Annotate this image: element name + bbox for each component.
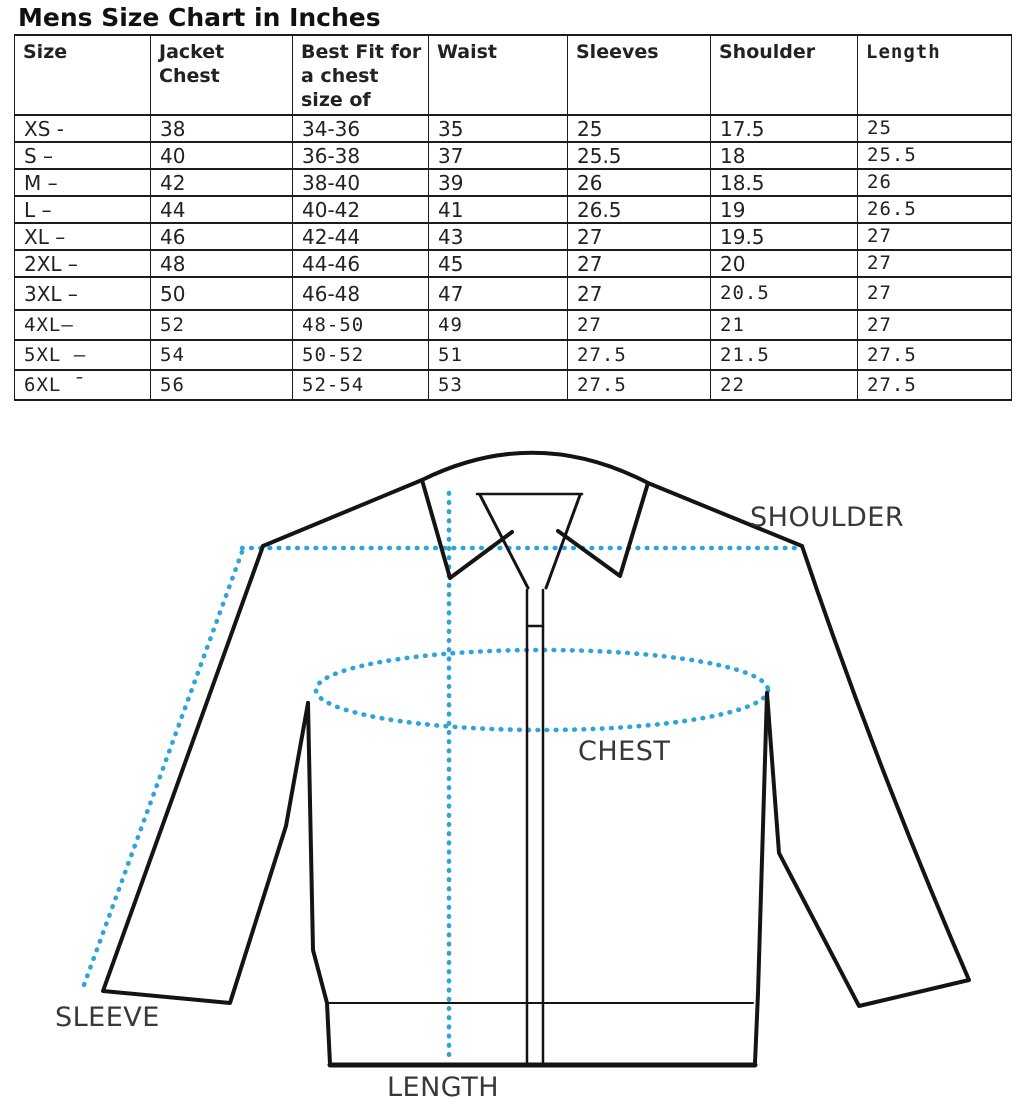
table-row [15,277,1012,310]
table-row [15,142,1012,169]
table-cell: 26 [568,169,711,196]
table-row [15,370,1012,400]
table-cell: 25.5 [568,142,711,169]
table-row [15,169,1012,196]
chest-label: CHEST [578,736,671,767]
table-cell: 56 [151,370,293,400]
table-cell: 53 [429,370,568,400]
length-label: LENGTH [387,1072,500,1103]
table-cell: 27 [568,223,711,250]
table-cell: 6XL ¯ [15,370,151,400]
table-cell: 50 [151,277,293,310]
table-cell: 36-38 [293,142,429,169]
table-cell: 21.5 [711,340,858,370]
table-cell: 52 [151,310,293,340]
table-cell: 40 [151,142,293,169]
table-cell: 3XL – [15,277,151,310]
table-cell: 27.5 [568,370,711,400]
table-cell: 45 [429,250,568,277]
table-cell: 48 [151,250,293,277]
table-cell: 22 [711,370,858,400]
table-cell: 20.5 [711,277,858,310]
shoulder-label: SHOULDER [750,502,905,533]
table-cell: 39 [429,169,568,196]
table-cell: 42 [151,169,293,196]
size-chart-body [15,115,1012,400]
table-cell: L – [15,196,151,223]
table-cell: 27 [858,310,1012,340]
table-cell: 26 [858,169,1012,196]
table-cell: 46-48 [293,277,429,310]
table-row [15,250,1012,277]
sleeve-measure-line [84,552,242,985]
size-chart-table [14,34,1012,401]
table-cell: 27 [568,277,711,310]
table-cell: 27 [568,310,711,340]
table-cell: 42-44 [293,223,429,250]
table-cell: 27 [858,223,1012,250]
table-row [15,196,1012,223]
table-cell: M – [15,169,151,196]
table-cell: 37 [429,142,568,169]
column-header: Shoulder [711,35,858,115]
table-cell: 26.5 [568,196,711,223]
table-cell: 51 [429,340,568,370]
table-cell: 2XL – [15,250,151,277]
table-cell: 25 [858,115,1012,142]
jacket-measurement-diagram [0,433,1024,1120]
table-cell: S – [15,142,151,169]
right-sleeve [767,546,969,1006]
column-header: Size [15,35,151,115]
left-body-edge [308,703,330,1064]
table-cell: 27.5 [568,340,711,370]
table-cell: 20 [711,250,858,277]
right-body-edge [755,693,767,1063]
table-cell: 18.5 [711,169,858,196]
table-cell: 54 [151,340,293,370]
column-header: Best Fit for a chest size of [293,35,429,115]
table-cell: 48-50 [293,310,429,340]
table-cell: 4XL– [15,310,151,340]
table-cell: 38-40 [293,169,429,196]
jacket-outline [103,453,969,1065]
table-cell: 27.5 [858,370,1012,400]
table-cell: 40-42 [293,196,429,223]
table-cell: 19 [711,196,858,223]
table-cell: 25 [568,115,711,142]
table-cell: 50-52 [293,340,429,370]
table-cell: 34-36 [293,115,429,142]
table-cell: 27.5 [858,340,1012,370]
collar-outer-curve [422,453,648,483]
table-cell: 35 [429,115,568,142]
table-cell: 21 [711,310,858,340]
table-cell: 43 [429,223,568,250]
table-row [15,340,1012,370]
table-cell: 19.5 [711,223,858,250]
table-cell: XS - [15,115,151,142]
table-cell: 44-46 [293,250,429,277]
table-cell: 49 [429,310,568,340]
table-cell: 25.5 [858,142,1012,169]
table-cell: 38 [151,115,293,142]
table-cell: 52-54 [293,370,429,400]
sleeve-label: SLEEVE [55,1002,160,1033]
column-header: Waist [429,35,568,115]
table-row [15,223,1012,250]
table-cell: 27 [568,250,711,277]
column-header: Length [858,35,1012,115]
left-sleeve [103,546,308,1003]
table-cell: 27 [858,250,1012,277]
table-cell: 41 [429,196,568,223]
column-header: Sleeves [568,35,711,115]
table-cell: 17.5 [711,115,858,142]
table-row [15,115,1012,142]
table-cell: 5XL – [15,340,151,370]
left-shoulder-line [263,480,422,546]
table-header-row [15,35,1012,115]
table-cell: 27 [858,277,1012,310]
page-title: Mens Size Chart in Inches [18,3,381,32]
table-cell: XL – [15,223,151,250]
column-header: Jacket Chest [151,35,293,115]
collar-left-fold [480,495,528,588]
size-chart-page [0,3,1024,1120]
table-cell: 46 [151,223,293,250]
measurement-lines [84,493,798,1061]
jacket-diagram-svg [0,433,1024,1120]
table-cell: 26.5 [858,196,1012,223]
right-lapel [558,483,648,576]
table-cell: 47 [429,277,568,310]
table-cell: 18 [711,142,858,169]
table-cell: 44 [151,196,293,223]
table-row [15,310,1012,340]
